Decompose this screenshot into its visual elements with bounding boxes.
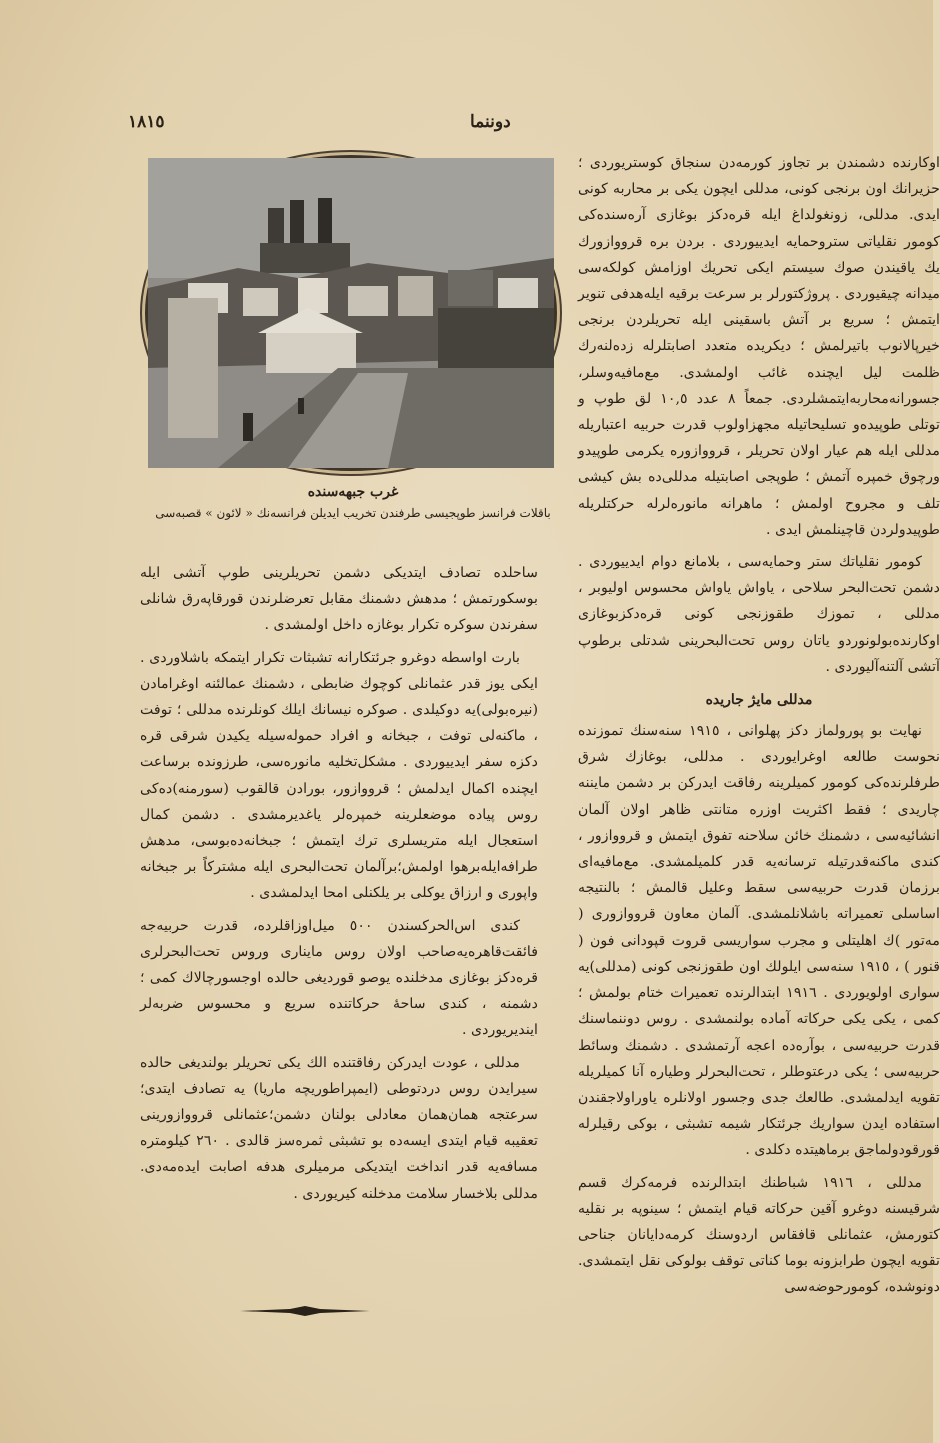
left-column: [140, 560, 538, 1300]
section-subheading: مدللی مایژ جاریده: [705, 692, 813, 709]
running-title: دوننما: [470, 112, 511, 132]
town-photo: [148, 158, 554, 468]
right-paragraph-2: كومور نقلیاتك ستر وحمایه‌سی ، بلامانع دوام ایدییوردی . دشمن تحت‌البحر سلاحی ، یاواش یاواش محسوس اولیوبر ، مدللی ، تموزك طقوزنجی كونی قره‌دكزبوغازی اوكارنده‌بولونوردو یاتان روس تحت‌البحرینی شدتلی برطوپ آتشی آلتنه‌آلیوردی .: [578, 554, 940, 675]
left-paragraph-2: بارت اواسطه دوغرو جرئتكارانه تشبثات تكرار ایتمكه باشلاوردی . ایكی یوز قدر عثمانلی كوچوك ضابطی ، دشمنك عمالئنه اوغرامادن (نیره‌بولی)یه دوكیلدی . صوكره نیسانك ایلك كونلرنده مدللی ؛ توفت ، ماكنه‌لی توفت ، جبخانه و افراد حموله‌سیله یكیدن شرقی قره دكزه سفر ایدییوردی . مشكل‌تخلیه مانوره‌سی، طرزونده برساعت ایچنده اكمال ایدلمش ؛ قرووازور، بورادن قالقوب (سورمنه)ده‌كی روس پیاده موضعلرینه خمپره‌لر یاغدیرمشدی . دشمن كمال استعجال ایله متریسلری ترك ایتمش ؛ جبخانه‌ده‌بوسی، مدهش طرافه‌ایله‌برهوا اولمش؛برآلمان تحت‌البحری ایله مشتركاً بر جبخانه واپوری و ارزاق یوكلی بر یلكنلی امحا ایدلمشدی .: [140, 649, 538, 902]
right-paragraph-3: نهایت بو پورولماز دكز پهلوانی ، ١٩١٥ سنه‌سنك تموزنده نحوست طالعه اوغرایوردی . مدللی، بوغازك شرق طرفلرنده‌كی كومور كمیلرینه رفاقت ایدركن بر دشمن مایننه چاریدی ؛ فقط اكثریت اوزره متانتی ظاهر اولان آلمان انشائیه‌سی ، دشمنك خائن سلاحنه تفوق ایتمش و قرووازور ، كندی ماكنه‌قدرتیله ترسانه‌یه قدر كلمیلمشدی. مع‌مافیه‌ای برزمان قدرت حربیه‌سی سقط وعلیل قالمش ؛ بالنتیجه اساسلی تعمیراته باشلانلمشدی. آلمان معاون قرووازوری ( مه‌تور )ك اهلیتلی و مجرب سواریسی قروت قپودانی فون ( قنور ) ، ١٩١٥ سنه‌سی ایلولك اون طقوزنجی كونی (مدللی)یه سواری اولویوردی . ١٩١٦ ابتدالرنده تعمیرات ختام بولمش ؛ كمی ، یكی یكی حركاته آماده بولنمشدی . روس دوننماسنك قدرت حربیه‌سی ، بوآره‌ده اعجه آرتمشدی . دشمنك وسائط حربیه‌سی ؛ یكی درعتوطلر ، تحت‌البحرلر وطیاره آنا كمیلریله تقویه ایدلمشدی. طالعك جدی وجسور اولانلره یاوراولاجقندن استفاده ایدن سواریك جرئتكار شیمه تشبثی ، بوكی رقیلرله قورقودولماجق برماهیتده دكلدی .: [578, 723, 940, 1159]
right-column: [578, 150, 940, 1301]
left-paragraph-1: ساحلده تصادف ایتدیكی دشمن تحریلرینی طوپ آتشی ایله بوسكورتمش ؛ مدهش دشمنك مقابل تعرضلرندن قورقاپه‌رق شانلی سفرندن سوكره تكرار بوغازه داخل اولمشدی .: [140, 565, 538, 634]
right-paragraph-4: مدللی ، ١٩١٦ شباطنك ابتدالرنده فرمه‌كرك قسم شرقیسنه دوغرو آقین حركاته قیام ایتمش ؛ سینوپه بر نقلیه كتورمش، عثمانلی قافقاس اردوسنك كرمه‌دایانان جناحی تقویه ایچون طرابزونه بوما كناتی توقف بولوكی نقل ایتمشدی. دونوشده، كومورحوضه‌سی: [578, 1174, 940, 1296]
town-photo-illustration: [148, 158, 554, 468]
left-paragraph-3: كندی اس‌الحركسندن ٥٠٠ میل‌اوزاقلرده، قدرت حربیه‌جه فائقت‌قاهره‌یه‌صاحب اولان روس مایناری وروس تحت‌البحرلری قره‌دكز بوغازی مدخلنده یوصو قوردیغی حالده اوجسورچالاك كمی ؛ دشمنه ، كندی ساحهٔ حركاتنده سریع و محسوس ضربه‌لر ایندیریوردی .: [140, 917, 538, 1039]
section-end-ornament: [240, 1306, 370, 1316]
figure-caption: باقلات فرانسز طوپجیسی طرفندن تخریب ایدیلن فرانسه‌نك « لائون » قصبه‌سی: [155, 506, 551, 520]
photo-frame: [140, 150, 566, 478]
figure-title: غرب جبهه‌سنده: [307, 484, 399, 500]
right-paragraph-1: اوكارنده دشمندن بر تجاوز كورمه‌دن سنجاق كوستریوردی ؛ حزیرانك اون برنجی كونی، مدللی ایچون یكی بر محاربه كونی ایدی. مدللی، زونغولداغ ایله قره‌دكز بوغازی آره‌سنده‌كی كومور نقلیاتی ستروحمایه ایدییوردی . بردن بره قرووازورك یك یاقیندن صوك سیستم ایكی تحریك اوزامش كولكه‌سی میدانه چیقیوردی . پروژكتورلر بر سرعت برقیه ایله‌هدفی تنویر ایتمش ؛ سریع بر آتش باسقینی ایله تحریلردن برنجی خیرپالانوب باتیرلمش ؛ دیكریده متعدد اصابتلرله زده‌لنه‌رك ظلمت لیل ایچنده غائب اولمشدی. مع‌مافیه‌وسلر، جسورانه‌محاربه‌ایتمشلردی. جمعاً ٨ عدد ١٠,٥ لق طوپ و توتلی طوپیده‌و تسلیحاتیله مجهزاولوب قدرت حربیه اعتباریله مدللی ایله هم عیار اولان تحریلر ، قرووازوره یكرمی طوپیدو ورچوق خمپره آتمش ؛ طوپجی اصابتیله مدللی‌ده بش كیشی تلف و مجروح اولمش ؛ ماهرانه مانوره‌لرله حركتلریله طوپیدولردن قاچینلمش ایدی .: [578, 155, 940, 538]
page-header: [0, 112, 933, 142]
left-paragraph-4: مدللی ، عودت ایدركن رفاقتنده الك یكی تحریلر بولندیغی حالده سیرایدن روس دردتوطی (ایمپراطوریچه ماریا) یه تصادف ایتدی؛سرعتجه همان‌همان معادلی بولنان دشمن؛عثمانلی قرووازورینی تعقیبه قیام ایتدی ایسه‌ده بو تشبثی ثمره‌سز قالدی . ٢٦٠ كیلومتره مسافه‌یه قدر انداخت ایتدیكی مرمیلری هدفه اصابت ایده‌مه‌دی. مدللی بلاخسار سلامت مدخلنه كیریوردی .: [140, 1054, 538, 1202]
page-number: ١٨١٥: [128, 112, 165, 132]
